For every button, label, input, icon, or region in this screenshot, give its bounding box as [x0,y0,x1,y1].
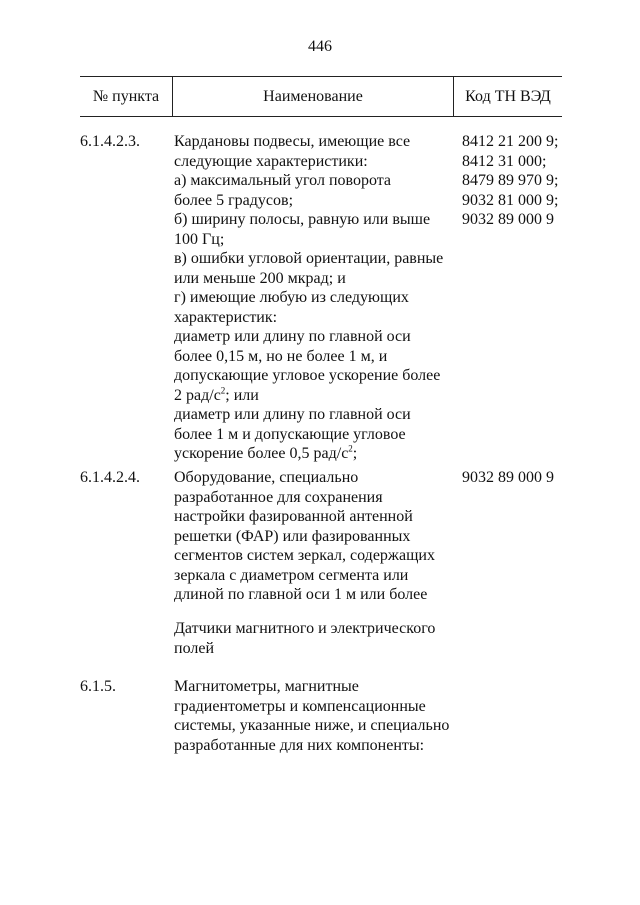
item-description [174,468,459,605]
description-line: системы, указанные ниже, и специально [174,717,450,734]
column-header-name: Наименование [263,88,363,105]
description-line: следующие характеристики: [174,152,368,170]
description-line: Датчики магнитного и электрического [174,620,436,637]
description-line: 2 рад/$с^2$; или [174,385,259,404]
description-line: более 5 градусов; [174,191,294,209]
description-line: полей [174,639,214,657]
page-number: 446 [308,38,332,55]
description-line: более 0,15 м, но не более 1 м, и [174,347,388,365]
description-line: разработанные для них компоненты: [174,736,425,754]
code-line: 9032 81 000 9; [462,191,559,209]
description-line: б) ширину полосы, равную или выше [174,211,431,228]
description-line: 100 Гц; [174,230,225,248]
description-line: сегментов систем зеркал, содержащих [174,547,435,564]
item-number: 6.1.5. [80,678,116,695]
description-line: или меньше 200 мкрад; и [174,269,346,287]
description-line: Магнитометры, магнитные [174,678,359,695]
table-header-rule [80,116,562,117]
description-line: градиентометры и компенсационные [174,697,426,715]
table-top-rule [80,76,562,77]
description-line: в) ошибки угловой ориентации, равные [174,250,444,267]
description-line: диаметр или длину по главной оси [174,328,411,345]
description-line: Оборудование, специально [174,469,359,486]
code-line: 9032 89 000 9 [462,211,554,228]
description-line: ускорение более 0,5 рад/$с^2$; [174,443,358,462]
item-number: 6.1.4.2.4. [80,469,140,486]
section-heading [174,619,459,658]
description-line: характеристик: [174,308,278,326]
code-line: 9032 89 000 9 [462,469,554,486]
code-line: 8412 21 200 9; [462,133,559,150]
item-description [174,677,459,755]
description-line: настройки фазированной антенной [174,508,413,525]
column-header-number: № пункта [92,88,160,105]
description-line: длиной по главной оси 1 м или более [174,586,428,603]
description-line: более 1 м и допускающие угловое [174,425,406,443]
description-line: допускающие угловое ускорение более [174,367,441,384]
item-number: 6.1.4.2.3. [80,133,140,150]
item-codes [462,132,558,230]
code-line: 8412 31 000; [462,152,547,170]
description-line: а) максимальный угол поворота [174,172,392,189]
description-line: Кардановы подвесы, имеющие все [174,133,411,150]
column-header-code: Код ТН ВЭД [465,88,551,105]
description-line: г) имеющие любую из следующих [174,289,409,306]
code-line: 8479 89 970 9; [462,172,559,189]
description-line: решетки (ФАР) или фазированных [174,527,411,545]
item-codes [462,468,554,488]
description-line: разработанное для сохранения [174,488,383,506]
item-description [174,132,459,464]
description-line: диаметр или длину по главной оси [174,406,411,423]
description-line: зеркала с диаметром сегмента или [174,566,409,584]
